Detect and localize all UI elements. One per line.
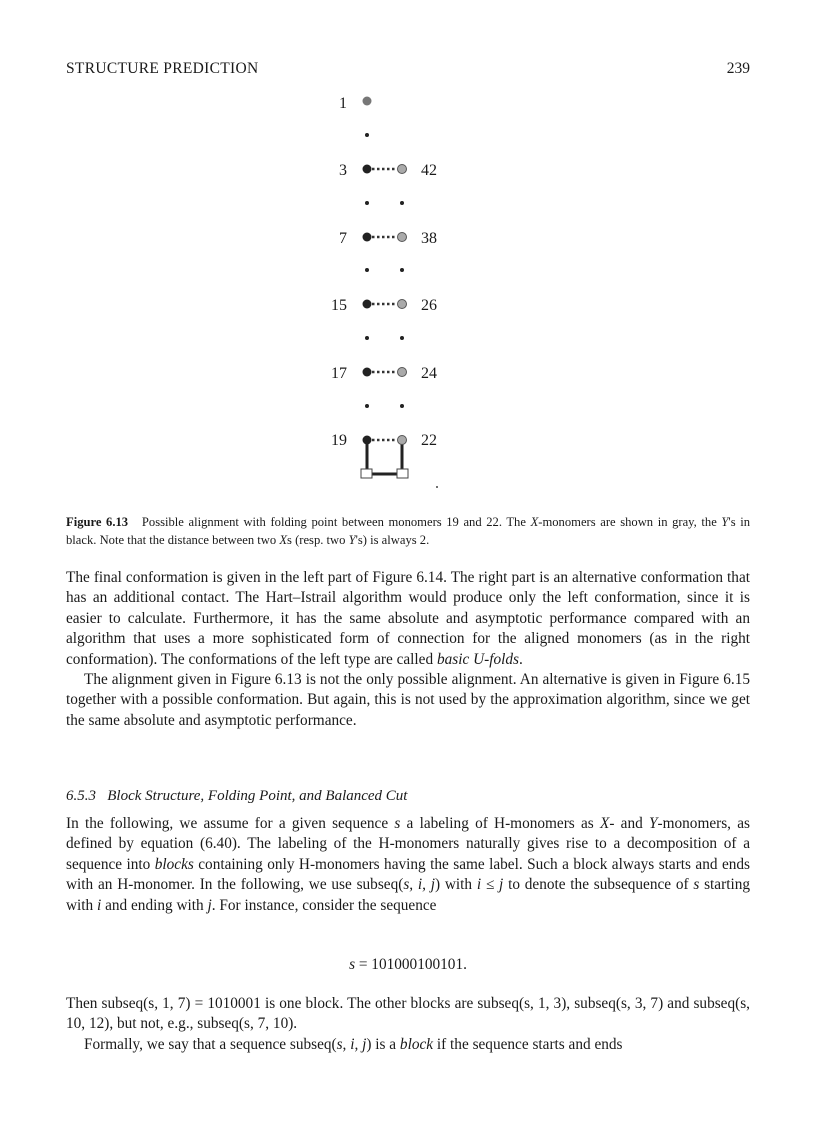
paragraph-text: if the sequence starts and ends [433, 1036, 623, 1053]
aligned-pair [363, 233, 407, 242]
paragraph-text: . [518, 650, 523, 668]
monomer-label: 1 [339, 95, 347, 112]
paragraph-text: and ending with [101, 896, 208, 914]
math-var: Y [348, 532, 356, 547]
caption-text: Possible alignment with folding point between monomers 19 and 22. The [141, 515, 531, 529]
chain-dot [365, 268, 369, 272]
paragraph-text: . For instance, consider the sequence [211, 896, 437, 914]
body-paragraph [66, 814, 750, 916]
p-monomer [361, 469, 372, 478]
aligned-pair [363, 368, 407, 377]
folding-point-pair [361, 436, 408, 479]
paragraph-text: Formally, we say that a sequence subseq( [84, 1036, 337, 1053]
chain-dot [400, 201, 404, 205]
y-monomer [363, 233, 372, 242]
monomer-label: 3 [339, 162, 347, 179]
x-monomer [363, 97, 372, 106]
monomer-label: 22 [421, 432, 437, 449]
chain-dot [400, 268, 404, 272]
monomer-label: 19 [331, 432, 347, 449]
page-number: 239 [726, 60, 750, 77]
math-var: X [530, 515, 539, 529]
chain-dot [400, 336, 404, 340]
term: block [399, 1036, 434, 1053]
y-monomer [363, 368, 372, 377]
paragraph-text: to denote the subsequence of [503, 876, 694, 894]
equation [0, 956, 816, 974]
paragraph-text: The alignment given in Figure 6.13 is not the only possible alignment. An alternative is given in Figure 6.15 together with a possible conformation. But again, this is not used by the approximation algorithm, since we get the same absolute and asymptotic performance. [66, 671, 750, 729]
monomer-label: 38 [421, 230, 437, 247]
figure-caption [66, 514, 750, 549]
paragraph-text: starting with [66, 876, 750, 914]
math-var: X [599, 815, 610, 832]
figure-6-13 [0, 80, 816, 500]
running-title: STRUCTURE PREDICTION [66, 60, 259, 77]
stray-dot [436, 486, 438, 488]
chain-dot [365, 336, 369, 340]
math-var: X [279, 532, 288, 547]
y-monomer [363, 436, 372, 445]
p-monomer [397, 469, 408, 478]
paragraph-text: -monomers, as defined by equation (6.40). The labeling of the H-monomers naturally gives rise to a decomposition of a sequence into [66, 815, 750, 873]
chain-dot [365, 201, 369, 205]
term: basic U-folds [436, 650, 519, 668]
y-monomer [363, 165, 372, 174]
math-var: i ≤ j [476, 876, 504, 894]
paragraph-text: In the following, we assume for a given sequence [66, 815, 395, 832]
x-monomer [398, 233, 407, 242]
body-paragraph [66, 994, 750, 1035]
section-title: Block Structure, Folding Point, and Balanced Cut [107, 788, 408, 804]
equation-rhs: = 101000100101. [355, 956, 467, 973]
math-var: s, i, j [403, 876, 435, 894]
monomer-label: 26 [421, 297, 437, 314]
x-monomer [398, 300, 407, 309]
math-var: s, i, j [336, 1036, 367, 1053]
caption-text: 's in black. Note that the distance between two [66, 515, 750, 547]
term: blocks [154, 855, 194, 873]
monomer-label: 42 [421, 162, 437, 179]
figure-label: Figure 6.13 [66, 515, 129, 529]
monomer-label: 17 [331, 365, 347, 382]
x-monomer [398, 165, 407, 174]
math-var: s [693, 876, 700, 894]
math-var: Y [648, 815, 658, 832]
monomer-label: 7 [339, 230, 347, 247]
math-var: j [207, 896, 212, 914]
math-var: s [349, 956, 356, 973]
math-var: i [97, 896, 102, 914]
paragraph-text: a labeling of H-monomers as [400, 815, 600, 832]
body-paragraph [66, 568, 750, 731]
paragraph-text: The final conformation is given in the left part of Figure 6.14. The right part is an alternative conformation that has an additional contact. The Hart–Istrail algorithm would produce only the left conformation, since it is easier to calculate. Furthermore, it has the same absolute and asymptotic performance compared with an algorithm that uses a more sophisticated form of connection for the aligned monomers (as in the right conformation). The conformations of the left type are called [66, 569, 750, 668]
chain-dot [365, 133, 369, 137]
math-var: s [394, 815, 401, 832]
monomer-label: 24 [421, 365, 437, 382]
monomer-label: 15 [331, 297, 347, 314]
aligned-pair [363, 165, 407, 174]
x-monomer [398, 368, 407, 377]
chain-dot [365, 404, 369, 408]
y-monomer [363, 300, 372, 309]
chain-dot [400, 404, 404, 408]
caption-text: -monomers are shown in gray, the [538, 515, 722, 529]
body-paragraph [66, 1035, 750, 1055]
paragraph-text: ) is a [366, 1036, 400, 1053]
aligned-pair [363, 300, 407, 309]
caption-text: s (resp. two [287, 532, 349, 547]
paragraph-text: Then subseq(s, 1, 7) = 1010001 is one block. The other blocks are subseq(s, 1, 3), subseq(s, 3, 7) and subseq(s, 10, 12), but not, e.g., subseq(s, 7, 10). [66, 995, 750, 1033]
paragraph-text: - and [609, 815, 649, 832]
section-heading [66, 788, 407, 805]
paragraph-text: containing only H-monomers having the same label. Such a block always starts and ends with an H-monomer. In the following, we use subseq( [66, 855, 750, 894]
caption-text: 's) is always 2. [355, 532, 430, 547]
x-monomer [398, 436, 407, 445]
paragraph-text: ) with [434, 876, 477, 894]
math-var: Y [721, 515, 729, 529]
section-number: 6.5.3 [66, 788, 96, 804]
